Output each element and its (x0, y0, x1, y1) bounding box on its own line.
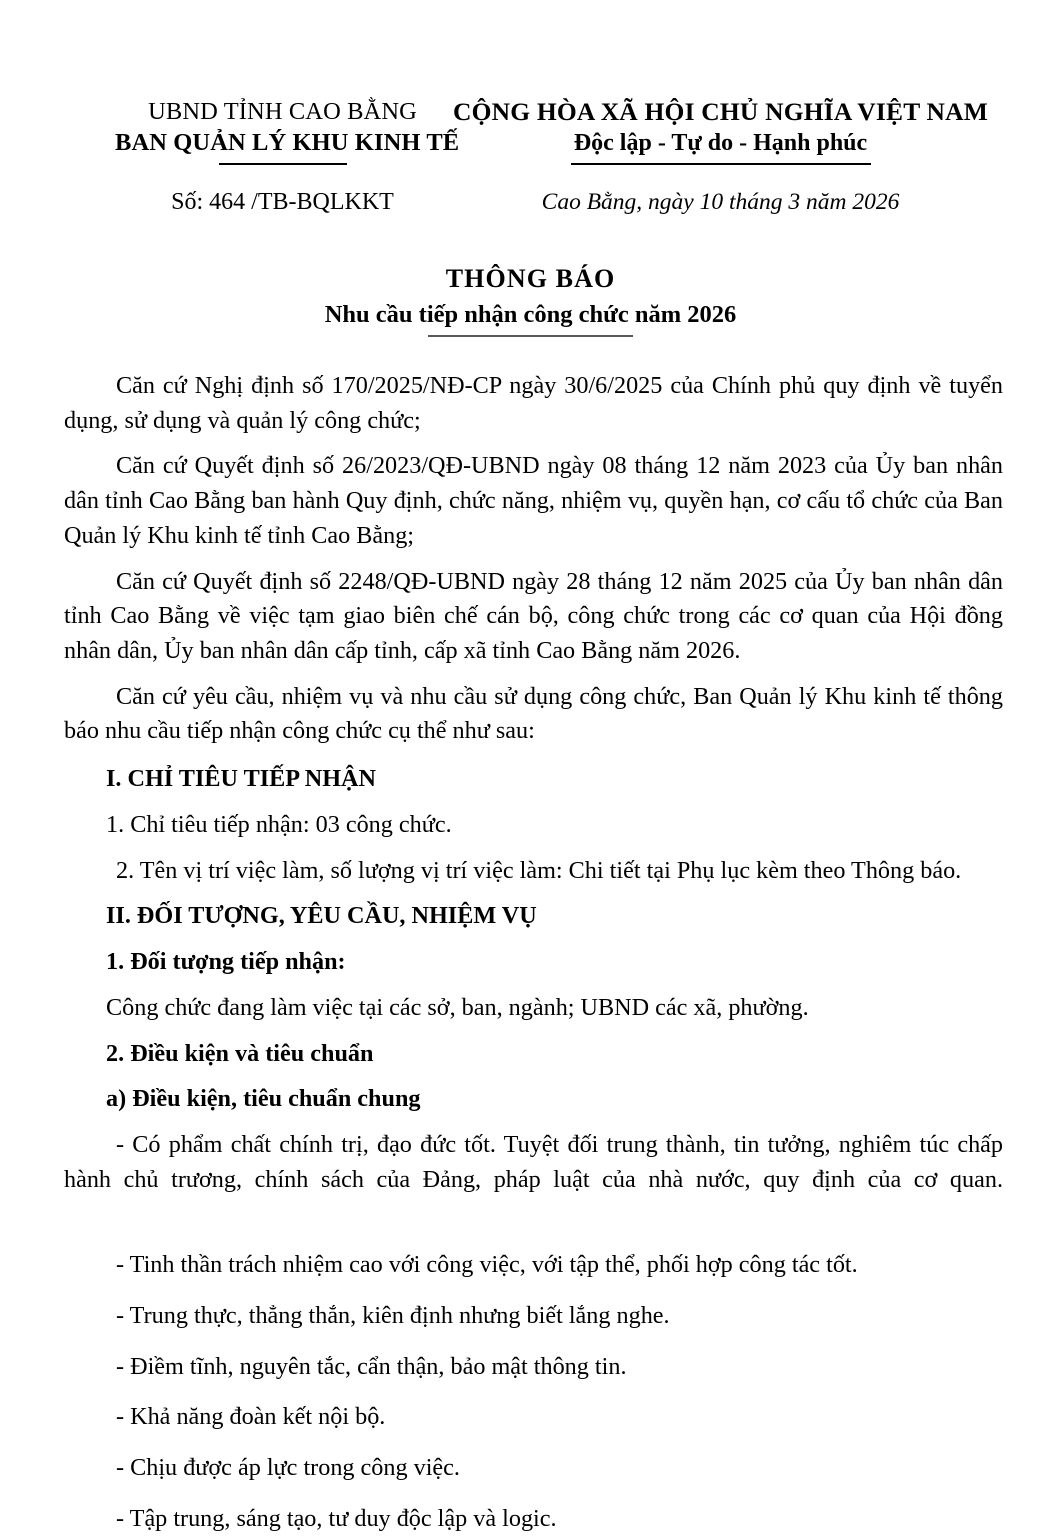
national-motto-underline (571, 163, 871, 165)
section-2-item-1-text: Công chức đang làm việc tại các sở, ban, ngành; UBND các xã, phường. (106, 993, 809, 1021)
requirement-item-5: - Khả năng đoàn kết nội bộ. (116, 1403, 386, 1431)
issuing-authority-block (60, 96, 460, 165)
section-2-item-2a-heading: a) Điều kiện, tiêu chuẩn chung (106, 1085, 421, 1113)
section-2-item-1-heading: 1. Đối tượng tiếp nhận: (106, 948, 346, 976)
section-1-item-1: 1. Chỉ tiêu tiếp nhận: 03 công chức. (106, 810, 452, 838)
document-subtitle-underline (428, 335, 633, 337)
requirement-item-2: - Tinh thần trách nhiệm cao với công việc, với tập thể, phối hợp công tác tốt. (116, 1251, 858, 1279)
document-number: Số: 464 /TB-BQLKKT (171, 189, 394, 216)
legal-basis-paragraph-1: Căn cứ Nghị định số 170/2025/NĐ-CP ngày 30/6/2025 của Chính phủ quy định về tuyển dụng, sử dụng và quản lý công chức; (64, 372, 1003, 434)
document-subtitle: Nhu cầu tiếp nhận công chức năm 2026 (324, 301, 737, 329)
requirement-item-4: - Điềm tĩnh, nguyên tắc, cẩn thận, bảo mật thông tin. (116, 1352, 627, 1380)
legal-basis-paragraph-2: Căn cứ Quyết định số 26/2023/QĐ-UBND ngày 08 tháng 12 năm 2023 của Ủy ban nhân dân tỉnh Cao Bằng ban hành Quy định, chức năng, nhiệm vụ, quyền hạn, cơ cấu tổ chức của Ban Quản lý Khu kinh tế tỉnh Cao Bằng; (64, 452, 1003, 549)
section-heading-1: I. CHỈ TIÊU TIẾP NHẬN (106, 765, 376, 793)
document-title-block (0, 262, 1061, 337)
province-authority-line: UBND TỈNH CAO BẰNG (148, 98, 417, 125)
issuing-agency-underline (219, 163, 347, 165)
requirement-item-6: - Chịu được áp lực trong công việc. (116, 1453, 460, 1481)
requirement-item-3: - Trung thực, thẳng thắn, kiên định nhưng biết lắng nghe. (116, 1301, 670, 1329)
section-1-item-2: 2. Tên vị trí việc làm, số lượng vị trí việc làm: Chi tiết tại Phụ lục kèm theo Thông báo. (116, 856, 962, 884)
legal-basis-paragraph-3: Căn cứ Quyết định số 2248/QĐ-UBND ngày 28 tháng 12 năm 2025 của Ủy ban nhân dân tỉnh Cao Bằng về việc tạm giao biên chế cán bộ, công chức trong các cơ quan của Hội đồng nhân dân, Ủy ban nhân dân cấp tỉnh, cấp xã tỉnh Cao Bằng năm 2026. (64, 567, 1003, 665)
document-header (0, 0, 1061, 165)
document-type-title: THÔNG BÁO (445, 264, 616, 294)
requirement-item-1: - Có phẩm chất chính trị, đạo đức tốt. Tuyệt đối trung thành, tin tưởng, nghiêm túc chấp hành chủ trương, chính sách của Đảng, pháp luật của nhà nước, quy định của cơ quan. (64, 1130, 1003, 1193)
national-motto-line: Độc lập - Tự do - Hạnh phúc (573, 130, 868, 157)
country-name-line: CỘNG HÒA XÃ HỘI CHỦ NGHĨA VIỆT NAM (452, 97, 989, 126)
requirement-item-7: - Tập trung, sáng tạo, tư duy độc lập và logic. (116, 1504, 557, 1532)
section-2-item-2-heading: 2. Điều kiện và tiêu chuẩn (106, 1039, 374, 1067)
national-motto-block (450, 96, 1001, 165)
section-heading-2: II. ĐỐI TƯỢNG, YÊU CẦU, NHIỆM VỤ (106, 902, 537, 930)
document-body (0, 369, 1061, 1536)
issuing-agency-line: BAN QUẢN LÝ KHU KINH TẾ (115, 129, 460, 157)
legal-basis-paragraph-4: Căn cứ yêu cầu, nhiệm vụ và nhu cầu sử dụng công chức, Ban Quản lý Khu kinh tế thông báo nhu cầu tiếp nhận công chức cụ thể như sau: (64, 682, 1003, 745)
document-number-date-row (0, 165, 1061, 216)
place-and-date: Cao Bằng, ngày 10 tháng 3 năm 2026 (541, 189, 900, 216)
